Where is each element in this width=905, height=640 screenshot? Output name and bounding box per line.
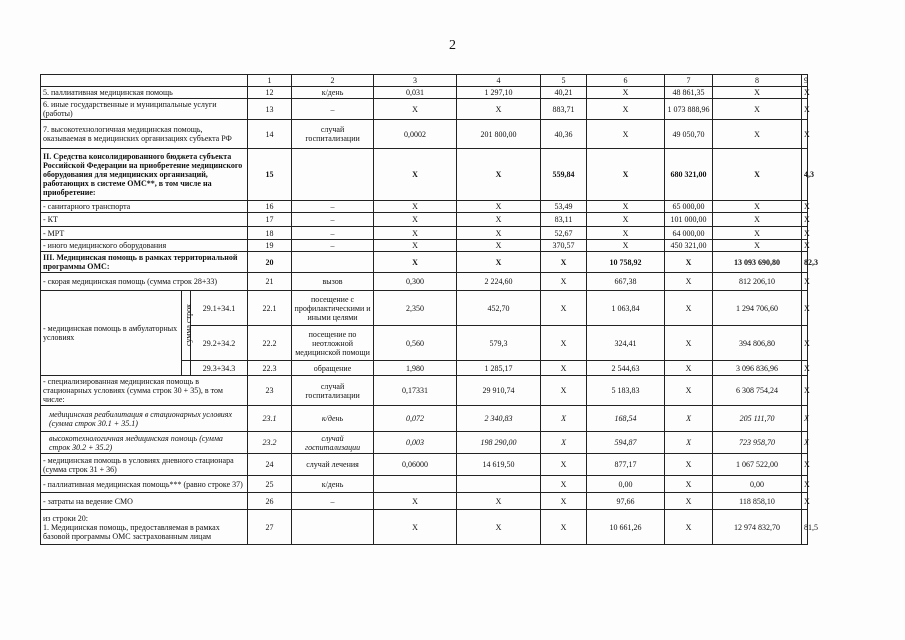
- row-name: - медицинская помощь в условиях дневного стационара (сумма строк 31 + 36): [41, 454, 248, 476]
- cell-c9: Х: [802, 240, 808, 252]
- cell-c7: 65 000,00: [665, 201, 713, 213]
- cell-unit: –: [292, 493, 374, 510]
- cell-n: 16: [248, 201, 292, 213]
- cell-c3: Х: [374, 149, 457, 201]
- cell-c7: Х: [665, 326, 713, 361]
- cell-c9: Х: [802, 227, 808, 240]
- table-row: [41, 213, 808, 227]
- cell-c5: Х: [541, 273, 587, 291]
- cell-c5: Х: [541, 376, 587, 406]
- cell-c9: Х: [802, 326, 808, 361]
- header-cell: 8: [713, 75, 802, 87]
- cell-c6: Х: [587, 213, 665, 227]
- header-row: [41, 75, 808, 87]
- cell-c8: 118 858,10: [713, 493, 802, 510]
- cell-c5: Х: [541, 493, 587, 510]
- row-name: из строки 20: 1. Медицинская помощь, предоставляемая в рамках базовой программы ОМС застрахованным лицам: [41, 510, 248, 545]
- table-row: [41, 252, 808, 273]
- cell-c7: 450 321,00: [665, 240, 713, 252]
- cell-c9: Х: [802, 376, 808, 406]
- cell-c4: Х: [457, 510, 541, 545]
- cell-c7: 101 000,00: [665, 213, 713, 227]
- cell-c5: 559,84: [541, 149, 587, 201]
- table-row: [41, 291, 808, 326]
- cell-c5: Х: [541, 510, 587, 545]
- cell-c6: Х: [587, 149, 665, 201]
- cell-c8: 394 806,80: [713, 326, 802, 361]
- cell-unit: случай госпитализации: [292, 120, 374, 149]
- cell-c3: 2,350: [374, 291, 457, 326]
- cell-c6: Х: [587, 240, 665, 252]
- cell-c9: Х: [802, 476, 808, 493]
- page-number: 2: [449, 38, 456, 53]
- cell-c9: 82,3: [802, 252, 808, 273]
- cell-c7: Х: [665, 252, 713, 273]
- cell-c4: Х: [457, 227, 541, 240]
- cell-c8: 12 974 832,70: [713, 510, 802, 545]
- cell-c4: Х: [457, 201, 541, 213]
- cell-c7: Х: [665, 361, 713, 376]
- cell-c6: 10 661,26: [587, 510, 665, 545]
- cell-c8: 1 067 522,00: [713, 454, 802, 476]
- cell-c5: Х: [541, 476, 587, 493]
- cell-c9: Х: [802, 454, 808, 476]
- row-name: 6. иные государственные и муниципальные услуги (работы): [41, 99, 248, 120]
- cell-c4: Х: [457, 493, 541, 510]
- cell-c3: Х: [374, 213, 457, 227]
- cell-n: 20: [248, 252, 292, 273]
- row-name: высокотехнологичная медицинская помощь (сумма строк 30.2 + 35.2): [41, 432, 248, 454]
- table-row: [41, 99, 808, 120]
- cell-c6: 10 758,92: [587, 252, 665, 273]
- cell-unit: посещение с профилактическими и иными целями: [292, 291, 374, 326]
- cell-c5: 53,49: [541, 201, 587, 213]
- cell-n: 23.2: [248, 432, 292, 454]
- cell-unit: к/день: [292, 476, 374, 493]
- cell-c4: 1 297,10: [457, 87, 541, 99]
- cell-n: 23: [248, 376, 292, 406]
- cell-n: 14: [248, 120, 292, 149]
- cell-unit: –: [292, 227, 374, 240]
- row-name: - санитарного транспорта: [41, 201, 248, 213]
- cell-c8: 1 294 706,60: [713, 291, 802, 326]
- cell-c4: Х: [457, 240, 541, 252]
- cell-c8: Х: [713, 213, 802, 227]
- sum-formula: 29.3+34.3: [191, 361, 248, 376]
- cell-c9: Х: [802, 273, 808, 291]
- cell-c8: 0,00: [713, 476, 802, 493]
- cell-c5: Х: [541, 406, 587, 432]
- cell-c3: 0,031: [374, 87, 457, 99]
- cell-unit: –: [292, 99, 374, 120]
- cell-unit: к/день: [292, 406, 374, 432]
- header-cell: 2: [292, 75, 374, 87]
- cell-c9: Х: [802, 120, 808, 149]
- row-name: - специализированная медицинская помощь в стационарных условиях (сумма строк 30 + 35), в том числе:: [41, 376, 248, 406]
- cell-c3: 0,0002: [374, 120, 457, 149]
- table-row: [41, 406, 808, 432]
- row-name: 5. паллиативная медицинская помощь: [41, 87, 248, 99]
- cell-c6: Х: [587, 120, 665, 149]
- cell-c4: 452,70: [457, 291, 541, 326]
- cell-n: 15: [248, 149, 292, 201]
- cell-n: 13: [248, 99, 292, 120]
- header-cell: 7: [665, 75, 713, 87]
- cell-c5: 83,11: [541, 213, 587, 227]
- cell-c3: 0,17331: [374, 376, 457, 406]
- cell-c7: Х: [665, 273, 713, 291]
- table-row: [41, 149, 808, 201]
- cell-c7: 1 073 888,96: [665, 99, 713, 120]
- cell-unit: –: [292, 201, 374, 213]
- cell-c7: Х: [665, 291, 713, 326]
- cell-c3: 1,980: [374, 361, 457, 376]
- cell-c9: Х: [802, 213, 808, 227]
- cell-c4: 14 619,50: [457, 454, 541, 476]
- sum-formula: 29.1+34.1: [191, 291, 248, 326]
- cell-unit: случай госпитализации: [292, 376, 374, 406]
- table-row: [41, 454, 808, 476]
- cell-c4: 2 224,60: [457, 273, 541, 291]
- cell-c8: Х: [713, 240, 802, 252]
- row-name: - МРТ: [41, 227, 248, 240]
- cell-c5: Х: [541, 361, 587, 376]
- table-row: [41, 510, 808, 545]
- cell-c9: Х: [802, 99, 808, 120]
- cell-c3: Х: [374, 493, 457, 510]
- cell-c9: Х: [802, 201, 808, 213]
- cell-c4: 201 800,00: [457, 120, 541, 149]
- cell-c4: Х: [457, 213, 541, 227]
- cell-unit: [292, 252, 374, 273]
- cell-c6: 594,87: [587, 432, 665, 454]
- cell-c9: Х: [802, 432, 808, 454]
- cell-n: 23.1: [248, 406, 292, 432]
- cell-n: 27: [248, 510, 292, 545]
- row-name: - медицинская помощь в амбулаторных условиях: [41, 291, 182, 376]
- row-name: - паллиативная медицинская помощь*** (равно строке 37): [41, 476, 248, 493]
- cell-n: 26: [248, 493, 292, 510]
- cell-n: 25: [248, 476, 292, 493]
- cell-c4: 2 340,83: [457, 406, 541, 432]
- cell-c5: Х: [541, 432, 587, 454]
- cell-c8: Х: [713, 87, 802, 99]
- cell-c9: 4,3: [802, 149, 808, 201]
- table-row: [41, 240, 808, 252]
- header-cell: 5: [541, 75, 587, 87]
- table-row: [41, 87, 808, 99]
- cell-c3: [374, 476, 457, 493]
- cell-c9: 81,5: [802, 510, 808, 545]
- cell-c8: Х: [713, 149, 802, 201]
- cell-c6: 877,17: [587, 454, 665, 476]
- cell-c5: 40,21: [541, 87, 587, 99]
- cell-c3: Х: [374, 510, 457, 545]
- row-name: - КТ: [41, 213, 248, 227]
- cell-c3: Х: [374, 252, 457, 273]
- cell-c7: 64 000,00: [665, 227, 713, 240]
- cell-c9: Х: [802, 87, 808, 99]
- cell-c6: 2 544,63: [587, 361, 665, 376]
- cell-c6: Х: [587, 99, 665, 120]
- cell-unit: –: [292, 240, 374, 252]
- cell-n: 19: [248, 240, 292, 252]
- cell-c3: Х: [374, 201, 457, 213]
- cell-c4: Х: [457, 252, 541, 273]
- cell-n: 22.1: [248, 291, 292, 326]
- cell-unit: –: [292, 213, 374, 227]
- table-row: [41, 493, 808, 510]
- cell-unit: к/день: [292, 87, 374, 99]
- cell-c6: 97,66: [587, 493, 665, 510]
- cell-c6: 168,54: [587, 406, 665, 432]
- cell-c7: Х: [665, 454, 713, 476]
- table-row: [41, 476, 808, 493]
- cell-c6: 5 183,83: [587, 376, 665, 406]
- cell-c4: Х: [457, 149, 541, 201]
- cell-c8: Х: [713, 99, 802, 120]
- row-name: II. Средства консолидированного бюджета субъекта Российской Федерации на приобретение медицинского оборудования для медицинских организаций, работающих в системе ОМС**, в том числе на приобретение:: [41, 149, 248, 201]
- cell-unit: обращение: [292, 361, 374, 376]
- cell-c5: 40,36: [541, 120, 587, 149]
- cell-unit: случай госпитализации: [292, 432, 374, 454]
- row-name: - затраты на ведение СМО: [41, 493, 248, 510]
- cell-c7: 48 861,35: [665, 87, 713, 99]
- cell-c4: [457, 476, 541, 493]
- cell-c5: Х: [541, 252, 587, 273]
- cell-c7: Х: [665, 406, 713, 432]
- cell-c9: Х: [802, 361, 808, 376]
- cell-c3: 0,300: [374, 273, 457, 291]
- cell-c4: 198 290,00: [457, 432, 541, 454]
- table-row: [41, 432, 808, 454]
- cell-c3: Х: [374, 240, 457, 252]
- cell-unit: [292, 149, 374, 201]
- table-row: [41, 227, 808, 240]
- cell-c5: Х: [541, 326, 587, 361]
- cell-c4: 29 910,74: [457, 376, 541, 406]
- cell-c6: 0,00: [587, 476, 665, 493]
- sum-label: сумма строк: [182, 291, 191, 361]
- cell-c7: Х: [665, 476, 713, 493]
- cell-c5: 52,67: [541, 227, 587, 240]
- cell-c7: Х: [665, 493, 713, 510]
- header-cell: 4: [457, 75, 541, 87]
- cell-c8: Х: [713, 227, 802, 240]
- cell-c8: Х: [713, 120, 802, 149]
- row-name: - скорая медицинская помощь (сумма строк 28+33): [41, 273, 248, 291]
- financing-table: [40, 74, 819, 545]
- cell-c6: Х: [587, 227, 665, 240]
- cell-c8: 205 111,70: [713, 406, 802, 432]
- cell-c4: 1 285,17: [457, 361, 541, 376]
- cell-c4: 579,3: [457, 326, 541, 361]
- cell-n: 24: [248, 454, 292, 476]
- cell-c9: Х: [802, 493, 808, 510]
- cell-c6: Х: [587, 87, 665, 99]
- cell-c5: 883,71: [541, 99, 587, 120]
- cell-c5: 370,57: [541, 240, 587, 252]
- cell-c3: 0,06000: [374, 454, 457, 476]
- cell-c6: 1 063,84: [587, 291, 665, 326]
- cell-n: 21: [248, 273, 292, 291]
- cell-c7: Х: [665, 432, 713, 454]
- header-cell: 9: [802, 75, 808, 87]
- cell-c3: 0,072: [374, 406, 457, 432]
- cell-c7: 680 321,00: [665, 149, 713, 201]
- header-cell: 1: [248, 75, 292, 87]
- cell-c3: 0,003: [374, 432, 457, 454]
- cell-n: 12: [248, 87, 292, 99]
- cell-c5: Х: [541, 454, 587, 476]
- cell-c8: 13 093 690,80: [713, 252, 802, 273]
- cell-c9: Х: [802, 291, 808, 326]
- cell-c6: 324,41: [587, 326, 665, 361]
- cell-c8: Х: [713, 201, 802, 213]
- table-row: [41, 376, 808, 406]
- cell-c3: Х: [374, 227, 457, 240]
- table-row: [41, 273, 808, 291]
- cell-c8: 723 958,70: [713, 432, 802, 454]
- cell-c6: 667,38: [587, 273, 665, 291]
- cell-c8: 812 206,10: [713, 273, 802, 291]
- cell-c8: 3 096 836,96: [713, 361, 802, 376]
- row-name: III. Медицинская помощь в рамках территориальной программы ОМС:: [41, 252, 248, 273]
- cell-n: 22.2: [248, 326, 292, 361]
- cell-n: 17: [248, 213, 292, 227]
- cell-c7: 49 050,70: [665, 120, 713, 149]
- cell-c3: 0,560: [374, 326, 457, 361]
- cell-unit: вызов: [292, 273, 374, 291]
- cell-c4: Х: [457, 99, 541, 120]
- cell-n: 22.3: [248, 361, 292, 376]
- cell-c7: Х: [665, 376, 713, 406]
- cell-c5: Х: [541, 291, 587, 326]
- cell-n: 18: [248, 227, 292, 240]
- cell-unit: случай лечения: [292, 454, 374, 476]
- cell-c8: 6 308 754,24: [713, 376, 802, 406]
- row-name: - иного медицинского оборудования: [41, 240, 248, 252]
- cell-c3: Х: [374, 99, 457, 120]
- table-row: [41, 120, 808, 149]
- header-cell: 3: [374, 75, 457, 87]
- cell-c7: Х: [665, 510, 713, 545]
- row-name: медицинская реабилитация в стационарных условиях (сумма строк 30.1 + 35.1): [41, 406, 248, 432]
- sum-formula: 29.2+34.2: [191, 326, 248, 361]
- cell-c9: Х: [802, 406, 808, 432]
- header-cell: 6: [587, 75, 665, 87]
- cell-unit: посещение по неотложной медицинской помощи: [292, 326, 374, 361]
- row-name: 7. высокотехнологичная медицинская помощь, оказываемая в медицинских организациях субъекта РФ: [41, 120, 248, 149]
- table-row: [41, 201, 808, 213]
- cell-unit: [292, 510, 374, 545]
- cell-c6: Х: [587, 201, 665, 213]
